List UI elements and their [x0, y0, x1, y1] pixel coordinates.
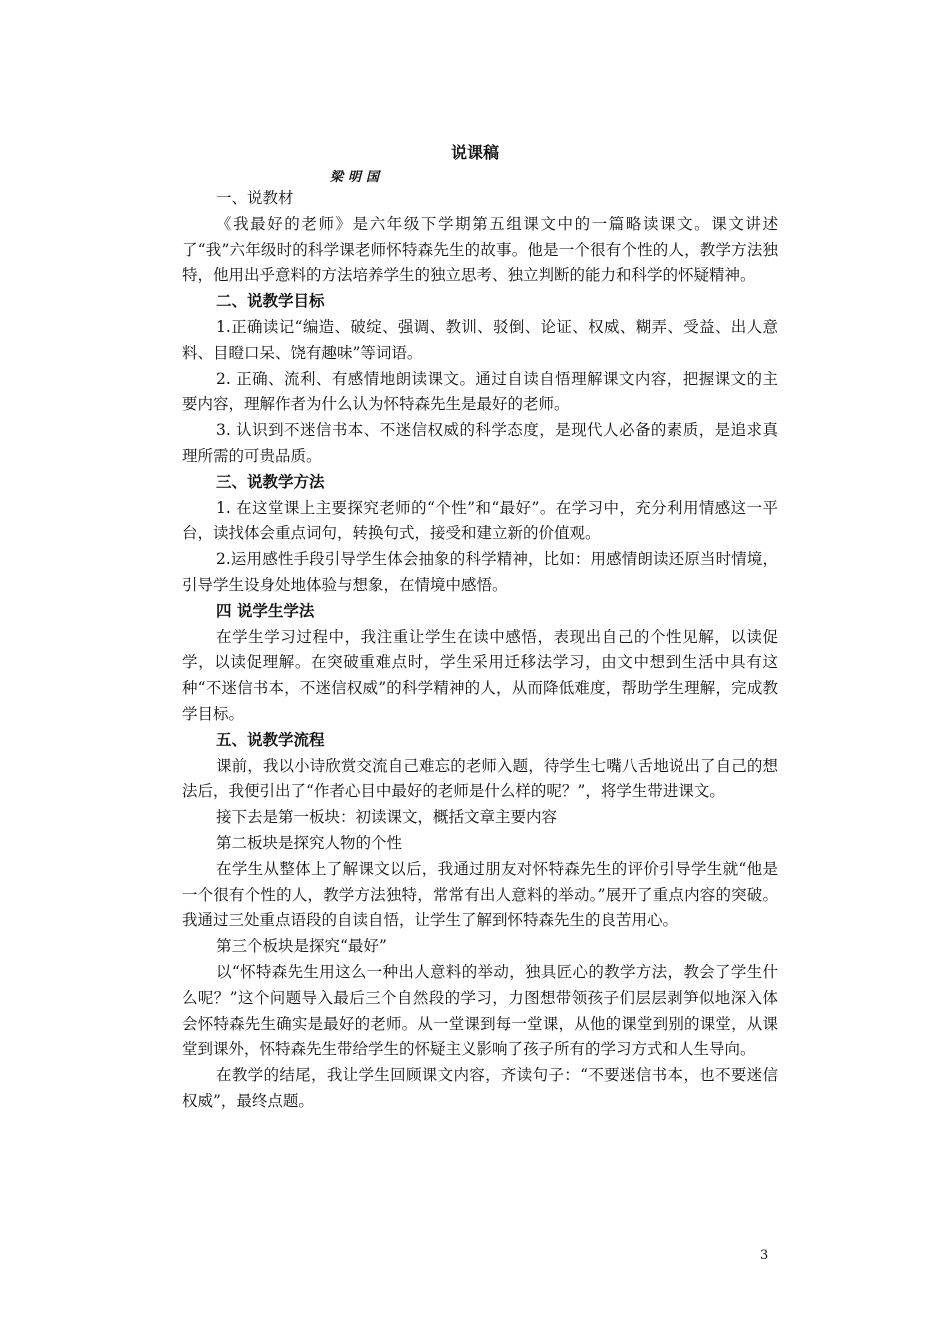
paragraph: 3. 认识到不迷信书本、不迷信权威的科学态度，是现代人必备的素质，是追求真理所需的可贵品质。: [182, 421, 778, 465]
document-title: 说课稿: [450, 143, 499, 162]
paragraph: 2. 正确、流利、有感情地朗读课文。通过自读自悟理解课文内容，把握课文的主要内容，理解作者为什么认为怀特森先生是最好的老师。: [182, 369, 778, 414]
author-name: 梁明国: [330, 170, 385, 185]
paragraph: 2.运用感性手段引导学生体会抽象的科学精神，比如：用感情朗读还原当时情境，引导学生设身处地体验与想象，在情境中感悟。: [182, 550, 778, 594]
paragraph: 在学生学习过程中，我注重让学生在读中感悟，表现出自己的个性见解，以读促学，以读促理解。在突破重难点时，学生采用迁移法学习，由文中想到生活中具有这种“不迷信书本，不迷信权威”的科学精神的人，从而降低难度，帮助学生理解，完成教学目标。: [182, 627, 778, 723]
page-number: 3: [760, 1248, 769, 1263]
paragraph: 课前，我以小诗欣赏交流自己难忘的老师入题，待学生七嘴八舌地说出了自己的想法后，我便引出了“作者心目中最好的老师是什么样的呢？”，将学生带进课文。: [182, 756, 778, 801]
section-heading-process: 五、说教学流程: [216, 730, 325, 749]
paragraph: 在学生从整体上了解课文以后，我通过朋友对怀特森先生的评价引导学生就“他是一个很有个性的人，教学方法独特，常常有出人意料的举动。”展开了重点内容的突破。我通过三处重点语段的自读自悟，让学生了解到怀特森先生的良苦用心。: [182, 859, 778, 930]
section-heading-learning: 四 说学生学法: [216, 601, 315, 620]
section-heading-methods: 三、说教学方法: [216, 472, 325, 491]
paragraph: 接下去是第一板块：初读课文，概括文章主要内容: [216, 808, 558, 827]
paragraph: 第二板块是探究人物的个性: [216, 833, 403, 852]
paragraph: 以“怀特森先生用这么一种出人意料的举动，独具匠心的教学方法，教会了学生什么呢？”这个问题导入最后三个自然段的学习，力图想带领孩子们层层剥笋似地深入体会怀特森先生确实是最好的老师。从一堂课到每一堂课，从他的课堂到别的课堂，从课堂到课外，怀特森先生带给学生的怀疑主义影响了孩子所有的学习方式和人生导向。: [182, 962, 778, 1059]
paragraph: 1. 在这堂课上主要探究老师的“个性”和“最好”。在学习中，充分利用情感这一平台，读找体会重点词句，转换句式，接受和建立新的价值观。: [182, 498, 778, 543]
section-heading-materials: 一、说教材: [216, 189, 294, 207]
paragraph: 《我最好的老师》是六年级下学期第五组课文中的一篇略读课文。课文讲述了“我”六年级时的科学课老师怀特森先生的故事。他是一个很有个性的人，教学方法独特，他用出乎意料的方法培养学生的独立思考、独立判断的能力和科学的怀疑精神。: [182, 214, 778, 285]
paragraph: 在教学的结尾，我让学生回顾课文内容，齐读句子：“不要迷信书本，也不要迷信权威”，最终点题。: [182, 1066, 778, 1110]
paragraph: 第三个板块是探究“最好”: [216, 937, 387, 956]
section-heading-goals: 二、说教学目标: [216, 292, 325, 311]
document-body: [182, 186, 778, 1115]
paragraph: 1.正确读记“编造、破绽、强调、教训、驳倒、论证、权威、糊弄、受益、出人意料、目瞪口呆、饶有趣味”等词语。: [182, 317, 778, 362]
